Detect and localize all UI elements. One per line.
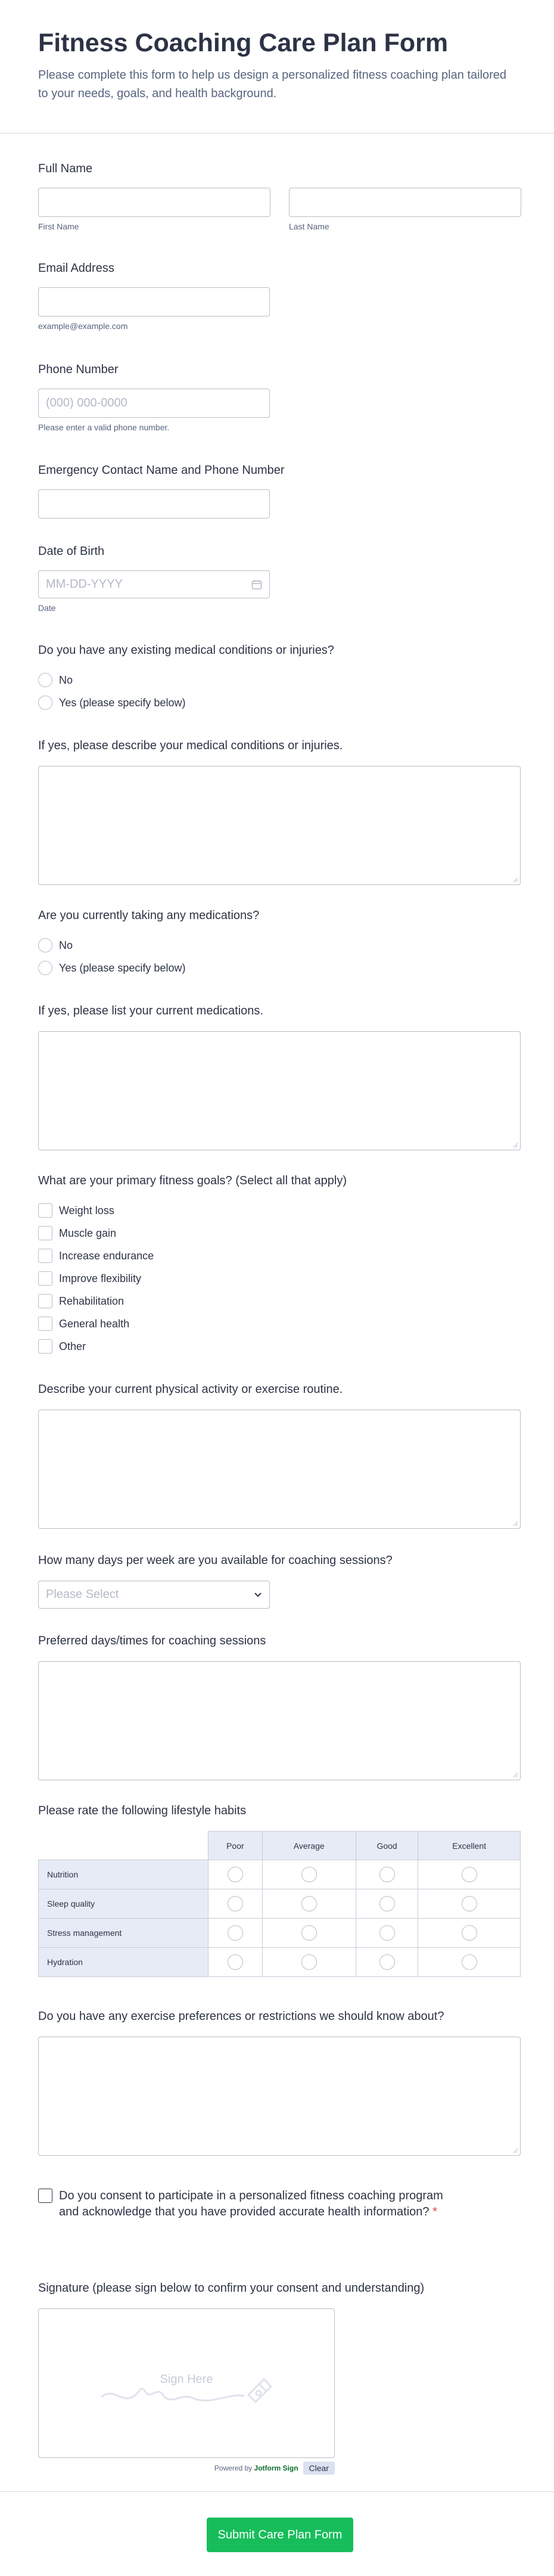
medications-field	[38, 908, 259, 979]
days-per-week-select[interactable]: Please Select	[38, 1581, 270, 1609]
exercise-preferences-textarea[interactable]	[38, 2037, 521, 2156]
email-input[interactable]	[38, 287, 270, 316]
preferred-times-textarea[interactable]	[38, 1661, 521, 1780]
medical-conditions-field	[38, 643, 334, 714]
consent-field	[38, 2188, 455, 2220]
dob-input[interactable]	[38, 570, 270, 598]
emergency-contact-field	[38, 463, 285, 519]
resize-handle-icon[interactable]	[512, 1142, 518, 1148]
goal-option-endurance[interactable]: Increase endurance	[38, 1244, 347, 1267]
medical-option-yes[interactable]: Yes (please specify below)	[38, 691, 334, 714]
form-header	[0, 0, 554, 134]
medications-label: Are you currently taking any medications?	[38, 909, 260, 922]
radio-icon[interactable]	[462, 1896, 477, 1911]
first-name-input[interactable]	[38, 188, 270, 217]
exercise-routine-label: Describe your current physical activity or exercise routine.	[38, 1383, 343, 1396]
signature-pad[interactable]	[38, 2308, 335, 2458]
radio-icon[interactable]	[379, 1954, 395, 1970]
checkbox-icon[interactable]	[38, 1339, 52, 1354]
checkbox-icon[interactable]	[38, 1317, 52, 1331]
goal-option-muscle-gain[interactable]: Muscle gain	[38, 1222, 347, 1244]
radio-icon[interactable]	[301, 1925, 317, 1941]
dob-label: Date of Birth	[38, 545, 105, 558]
email-sublabel: example@example.com	[38, 321, 128, 331]
consent-checkbox-row[interactable]	[38, 2188, 455, 2220]
goal-option-rehabilitation[interactable]: Rehabilitation	[38, 1290, 347, 1312]
medical-conditions-label: Do you have any existing medical conditions or injuries?	[38, 644, 334, 657]
radio-icon[interactable]	[38, 961, 52, 975]
lifestyle-habits-field	[38, 1803, 521, 1977]
matrix-col-poor: Poor	[208, 1832, 263, 1860]
goal-option-other[interactable]: Other	[38, 1335, 347, 1358]
clear-signature-button[interactable]: Clear	[303, 2462, 335, 2475]
consent-label: Do you consent to participate in a personalized fitness coaching program and acknowledge that you have provided accurate health information?	[59, 2189, 443, 2218]
radio-icon[interactable]	[462, 1954, 477, 1970]
exercise-preferences-field	[38, 2009, 521, 2156]
days-per-week-field	[38, 1553, 393, 1609]
preferred-times-field	[38, 1633, 521, 1780]
matrix-col-average: Average	[262, 1832, 356, 1860]
exercise-routine-textarea[interactable]	[38, 1410, 521, 1529]
matrix-row-sleep: Sleep quality	[39, 1889, 521, 1919]
email-field	[38, 260, 270, 331]
radio-icon[interactable]	[301, 1867, 317, 1882]
radio-icon[interactable]	[38, 938, 52, 952]
form-footer	[0, 2491, 554, 2576]
submit-button[interactable]: Submit Care Plan Form	[207, 2518, 353, 2552]
phone-label: Phone Number	[38, 363, 119, 376]
medications-list-textarea[interactable]	[38, 1031, 521, 1150]
radio-icon[interactable]	[379, 1925, 395, 1941]
radio-icon[interactable]	[228, 1925, 243, 1941]
calendar-icon[interactable]	[251, 579, 262, 590]
radio-icon[interactable]	[379, 1896, 395, 1911]
goal-option-general-health[interactable]: General health	[38, 1312, 347, 1335]
fitness-goals-label: What are your primary fitness goals? (Select all that apply)	[38, 1174, 347, 1187]
medications-list-label: If yes, please list your current medications.	[38, 1004, 263, 1017]
lifestyle-habits-matrix	[38, 1831, 521, 1977]
checkbox-icon[interactable]	[38, 1226, 52, 1240]
matrix-row-stress: Stress management	[39, 1919, 521, 1948]
signature-field	[38, 2280, 424, 2475]
form-title: Fitness Coaching Care Plan Form	[38, 29, 449, 57]
days-per-week-label: How many days per week are you available for coaching sessions?	[38, 1554, 393, 1567]
signature-footer	[38, 2462, 335, 2475]
checkbox-icon[interactable]	[38, 2189, 52, 2203]
checkbox-icon[interactable]	[38, 1203, 52, 1218]
checkbox-icon[interactable]	[38, 1249, 52, 1263]
radio-icon[interactable]	[462, 1925, 477, 1941]
radio-icon[interactable]	[38, 673, 52, 687]
radio-icon[interactable]	[462, 1867, 477, 1882]
last-name-input[interactable]	[289, 188, 521, 217]
phone-input[interactable]	[38, 389, 270, 418]
medications-list-field	[38, 1003, 521, 1150]
medications-option-no[interactable]: No	[38, 934, 259, 957]
medical-description-textarea[interactable]	[38, 766, 521, 885]
preferred-times-label: Preferred days/times for coaching sessions	[38, 1634, 266, 1647]
radio-icon[interactable]	[228, 1896, 243, 1911]
powered-by-text: Powered by	[214, 2464, 253, 2472]
matrix-corner	[39, 1832, 208, 1860]
resize-handle-icon[interactable]	[512, 2147, 518, 2153]
resize-handle-icon[interactable]	[512, 1520, 518, 1526]
matrix-row-nutrition: Nutrition	[39, 1860, 521, 1889]
signature-placeholder-icon	[39, 2309, 335, 2459]
lifestyle-habits-label: Please rate the following lifestyle habits	[38, 1804, 247, 1817]
goal-option-weight-loss[interactable]: Weight loss	[38, 1199, 347, 1222]
last-name-sublabel: Last Name	[289, 222, 329, 231]
radio-icon[interactable]	[301, 1896, 317, 1911]
resize-handle-icon[interactable]	[512, 1772, 518, 1778]
fitness-goals-field	[38, 1173, 347, 1358]
medical-description-field	[38, 738, 521, 885]
medical-option-no[interactable]: No	[38, 669, 334, 691]
matrix-col-excellent: Excellent	[418, 1832, 521, 1860]
dob-field	[38, 544, 270, 613]
goal-option-flexibility[interactable]: Improve flexibility	[38, 1267, 347, 1290]
first-name-sublabel: First Name	[38, 222, 79, 231]
emergency-contact-label: Emergency Contact Name and Phone Number	[38, 464, 285, 477]
radio-icon[interactable]	[301, 1954, 317, 1970]
radio-icon[interactable]	[379, 1867, 395, 1882]
phone-sublabel: Please enter a valid phone number.	[38, 423, 170, 432]
radio-icon[interactable]	[228, 1954, 243, 1970]
exercise-preferences-label: Do you have any exercise preferences or restrictions we should know about?	[38, 2010, 444, 2023]
form-description: Please complete this form to help us design a personalized fitness coaching plan tailored to your needs, goals, and health background.	[38, 69, 507, 101]
full-name-label: Full Name	[38, 162, 93, 175]
resize-handle-icon[interactable]	[512, 877, 518, 883]
signature-label: Signature (please sign below to confirm your consent and understanding)	[38, 2282, 425, 2295]
matrix-col-good: Good	[356, 1832, 418, 1860]
dob-sublabel: Date	[38, 603, 56, 613]
radio-icon[interactable]	[228, 1867, 243, 1882]
checkbox-icon[interactable]	[38, 1271, 52, 1286]
medical-description-label: If yes, please describe your medical conditions or injuries.	[38, 739, 343, 752]
phone-field	[38, 362, 270, 432]
chevron-down-icon	[254, 1592, 262, 1598]
full-name-field	[38, 161, 521, 231]
checkbox-icon[interactable]	[38, 1294, 52, 1308]
email-label: Email Address	[38, 262, 114, 275]
medications-option-yes[interactable]: Yes (please specify below)	[38, 957, 259, 979]
matrix-row-hydration: Hydration	[39, 1948, 521, 1977]
radio-icon[interactable]	[38, 696, 52, 710]
required-marker: *	[432, 2205, 437, 2218]
jotform-sign-link[interactable]: Jotform Sign	[254, 2464, 298, 2472]
exercise-routine-field	[38, 1382, 521, 1529]
sign-here-text: Sign Here	[160, 2373, 213, 2386]
emergency-contact-input[interactable]	[38, 489, 270, 519]
